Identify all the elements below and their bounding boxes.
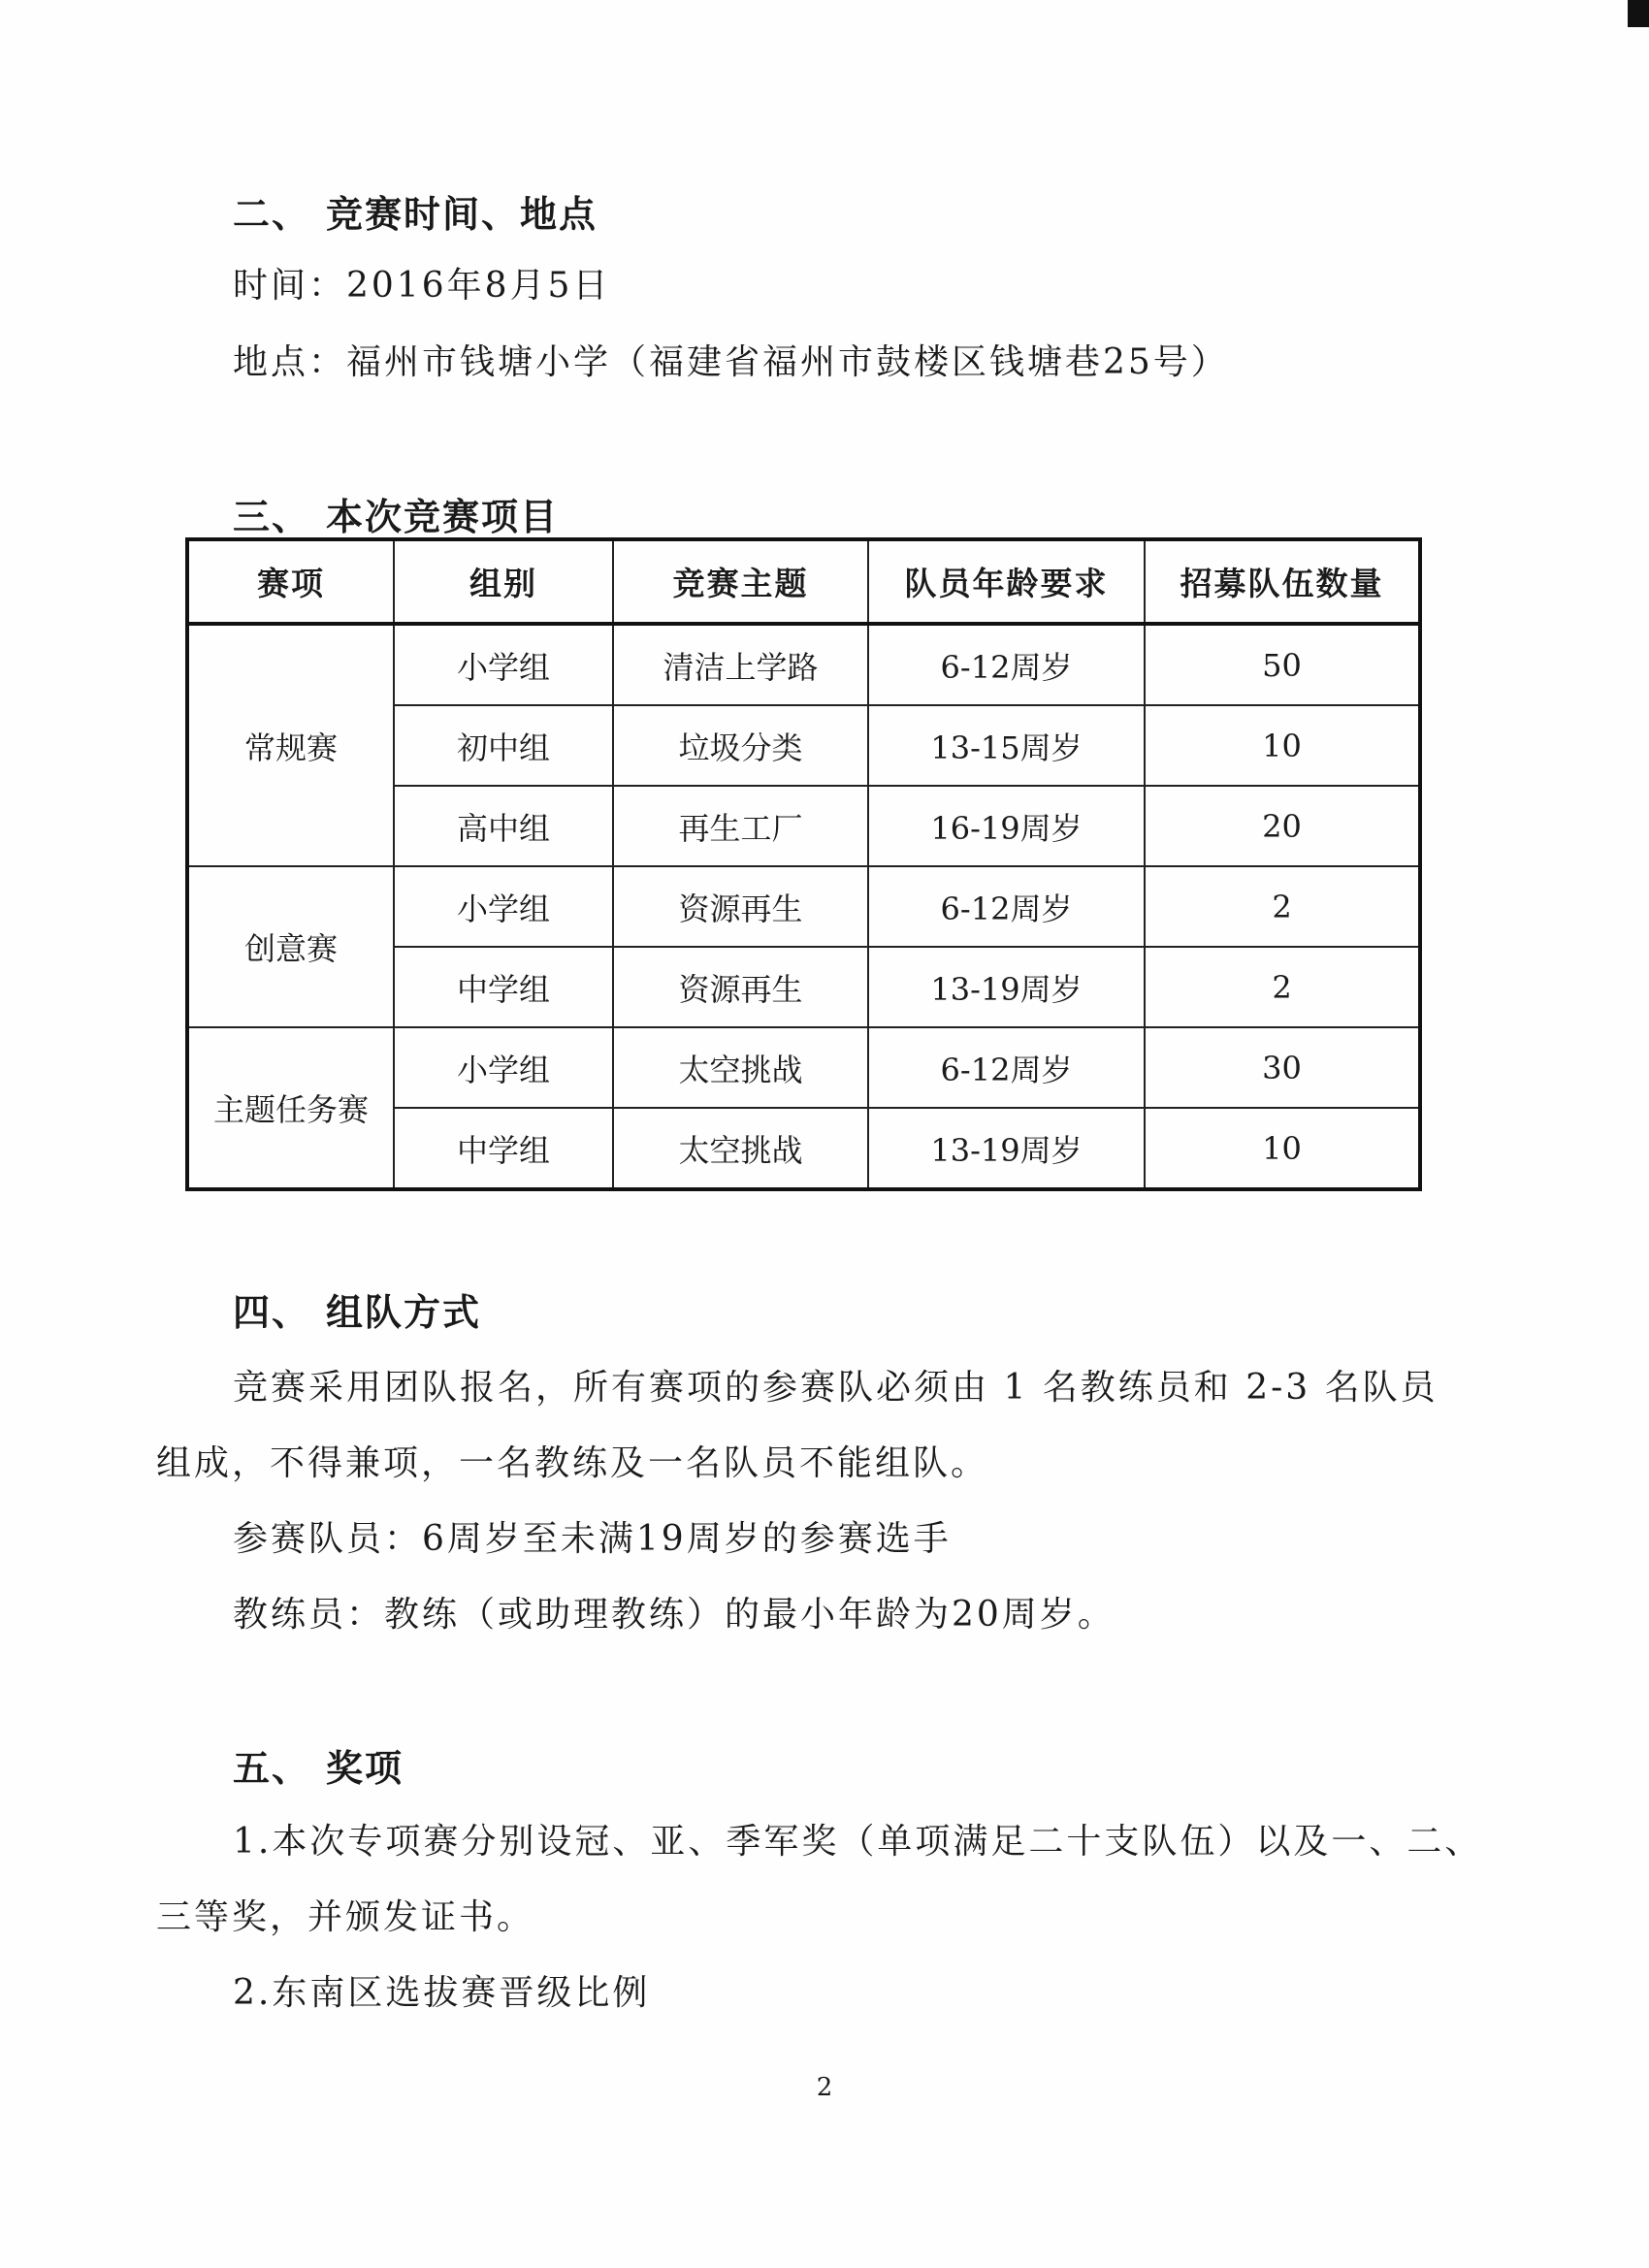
theme-cell: 再生工厂 xyxy=(613,786,868,866)
section-4-number: 四、 xyxy=(233,1290,311,1334)
section-2-place: 地点：福州市钱塘小学（福建省福州市鼓楼区钱塘巷25号） xyxy=(233,342,1229,382)
theme-cell: 清洁上学路 xyxy=(613,624,868,705)
age-cell: 13-19周岁 xyxy=(868,947,1145,1027)
theme-cell: 资源再生 xyxy=(613,866,868,947)
age-cell: 6-12周岁 xyxy=(868,866,1145,947)
count-cell: 10 xyxy=(1145,705,1420,786)
section-5-item1-line1: 1.本次专项赛分别设冠、亚、季军奖（单项满足二十支队伍）以及一、二、 xyxy=(233,1822,1483,1862)
section-4-para1-line2: 组成，不得兼项，一名教练及一名队员不能组队。 xyxy=(156,1443,989,1483)
group-cell: 高中组 xyxy=(394,786,613,866)
section-2-title: 竞赛时间、地点 xyxy=(326,192,598,236)
section-5-item1-line2: 三等奖，并颁发证书。 xyxy=(156,1897,535,1937)
group-cell: 小学组 xyxy=(394,866,613,947)
page-number: 2 xyxy=(816,2073,833,2102)
section-4-heading xyxy=(233,1282,481,1336)
table-row xyxy=(187,624,1420,705)
section-4-para1-line1: 竞赛采用团队报名，所有赛项的参赛队必须由 1 名教练员和 2-3 名队员 xyxy=(233,1368,1439,1408)
theme-cell: 资源再生 xyxy=(613,947,868,1027)
section-4-para2: 参赛队员：6周岁至未满19周岁的参赛选手 xyxy=(233,1519,952,1559)
group-cell: 中学组 xyxy=(394,947,613,1027)
section-5-number: 五、 xyxy=(233,1746,311,1790)
table-row xyxy=(187,866,1420,947)
section-4-para3: 教练员：教练（或助理教练）的最小年龄为20周岁。 xyxy=(233,1595,1116,1635)
age-cell: 13-15周岁 xyxy=(868,705,1145,786)
age-cell: 6-12周岁 xyxy=(868,624,1145,705)
count-cell: 20 xyxy=(1145,786,1420,866)
section-3-title: 本次竞赛项目 xyxy=(326,495,560,538)
competition-table xyxy=(185,537,1422,1191)
section-2-heading xyxy=(233,184,598,238)
category-cell: 主题任务赛 xyxy=(187,1027,394,1189)
section-2-time: 时间：2016年8月5日 xyxy=(233,266,611,306)
age-cell: 13-19周岁 xyxy=(868,1108,1145,1189)
section-5-item2: 2.东南区选拔赛晋级比例 xyxy=(233,1973,651,2013)
section-5-title: 奖项 xyxy=(326,1746,404,1790)
section-3-heading xyxy=(233,487,559,540)
group-cell: 初中组 xyxy=(394,705,613,786)
header-count: 招募队伍数量 xyxy=(1145,539,1420,624)
table-row xyxy=(187,1027,1420,1108)
theme-cell: 垃圾分类 xyxy=(613,705,868,786)
section-5-heading xyxy=(233,1738,404,1792)
section-2-number: 二、 xyxy=(233,192,311,236)
header-theme: 竞赛主题 xyxy=(613,539,868,624)
age-cell: 6-12周岁 xyxy=(868,1027,1145,1108)
theme-cell: 太空挑战 xyxy=(613,1108,868,1189)
category-cell: 常规赛 xyxy=(187,624,394,866)
header-age: 队员年龄要求 xyxy=(868,539,1145,624)
header-event: 赛项 xyxy=(187,539,394,624)
theme-cell: 太空挑战 xyxy=(613,1027,868,1108)
scan-edge-mark xyxy=(1628,0,1649,27)
count-cell: 30 xyxy=(1145,1027,1420,1108)
category-cell: 创意赛 xyxy=(187,866,394,1027)
group-cell: 中学组 xyxy=(394,1108,613,1189)
header-group: 组别 xyxy=(394,539,613,624)
count-cell: 50 xyxy=(1145,624,1420,705)
count-cell: 2 xyxy=(1145,866,1420,947)
age-cell: 16-19周岁 xyxy=(868,786,1145,866)
count-cell: 10 xyxy=(1145,1108,1420,1189)
group-cell: 小学组 xyxy=(394,624,613,705)
count-cell: 2 xyxy=(1145,947,1420,1027)
section-3-number: 三、 xyxy=(233,495,311,538)
table-header-row xyxy=(187,539,1420,624)
group-cell: 小学组 xyxy=(394,1027,613,1108)
section-4-title: 组队方式 xyxy=(326,1290,482,1334)
